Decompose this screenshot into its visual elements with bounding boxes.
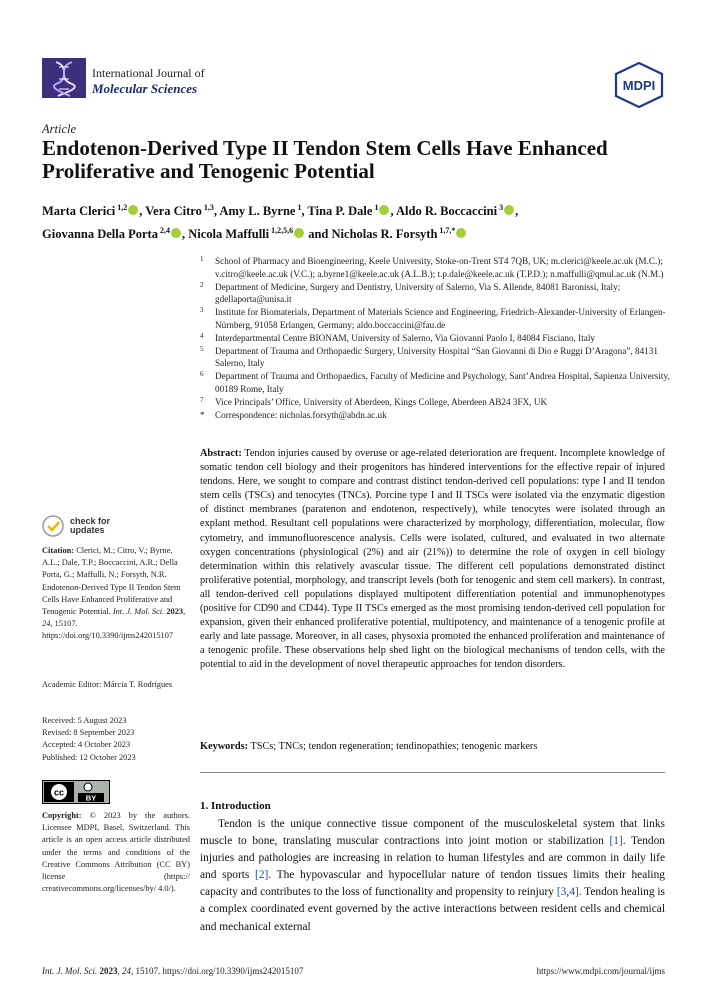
date-revised: Revised: 8 September 2023	[42, 728, 135, 738]
date-published: Published: 12 October 2023	[42, 752, 136, 762]
citation-link-3[interactable]: [3	[556, 886, 567, 899]
author-name: Vera Citro	[145, 204, 202, 219]
affiliation-number: 2	[200, 280, 204, 289]
orcid-icon[interactable]	[128, 205, 138, 215]
affiliation-item	[200, 255, 672, 281]
citation-journal: Int. J. Mol. Sci.	[112, 607, 165, 617]
footer-doi[interactable]: , 15107. https://doi.org/10.3390/ijms242015107	[131, 966, 304, 976]
author-separator: ,	[390, 204, 397, 219]
citation-volume: 24	[42, 619, 51, 629]
keywords-text: TSCs; TNCs; tendon regeneration; tendinopathies; tenogenic markers	[250, 741, 538, 752]
affiliation-item	[200, 345, 672, 371]
author-affiliation-mark: 2,4	[159, 226, 170, 236]
orcid-icon[interactable]	[171, 228, 181, 238]
cc-by-license-icon[interactable]	[42, 780, 110, 804]
journal-name-line1: International Journal of	[92, 66, 205, 80]
orcid-icon[interactable]	[294, 228, 304, 238]
affiliation-number: 3	[200, 306, 204, 315]
keywords-label: Keywords:	[200, 741, 249, 752]
affiliation-item	[200, 370, 672, 396]
check-for-updates-icon	[42, 515, 64, 537]
author-name: Amy L. Byrne	[219, 204, 296, 219]
date-received: Received: 5 August 2023	[42, 716, 127, 725]
affiliation-text: Department of Trauma and Orthopaedic Surgery, University Hospital “San Giovanni di Dio e Ruggi D’Aragona”, 84131 Salerno, Italy	[215, 345, 658, 369]
section-divider	[200, 772, 665, 773]
affiliation-text: School of Pharmacy and Bioengineering, Keele University, Stoke-on-Trent ST4 7QB, UK; m.clerici@keele.ac.uk (M.C.); v.citro@keele.ac.uk (V.C.); a.byrne1@keele.ac.uk (A.L.B.); t.p.dale@keele.ac.uk (T.P.D.); n.maffulli@qmul.ac.uk (N.M.)	[215, 256, 664, 279]
copyright-label: Copyright:	[42, 811, 82, 820]
affiliation-text: Correspondence: nicholas.forsyth@abdn.ac.uk	[215, 409, 387, 420]
journal-name-line2: Molecular Sciences	[92, 81, 198, 96]
author-affiliation-mark: 1,2,5,6	[271, 226, 294, 236]
citation-link-1[interactable]: [1]	[609, 835, 623, 848]
citation-block: Citation: Clerici, M.; Citro, V.; Byrne, A.L.; Dale, T.P.; Boccaccini, A.R.; Della Porta, G.; Maffulli, N.; Forsyth, N.R. Endotenon-Derived Type II Tendon Stem Cells Have Enhanced Proliferative and Tenogenic Potential. Int. J. Mol. Sci. 2023, 24, 15107. https://doi.org/10.3390/ijms242015107	[42, 546, 186, 641]
affiliation-item	[200, 281, 672, 307]
affiliation-number: 5	[200, 344, 204, 353]
author-name: Giovanna Della Porta	[42, 227, 158, 242]
abstract	[200, 447, 665, 673]
affiliation-item	[200, 332, 672, 345]
author-separator: ,	[515, 204, 519, 219]
affiliation-item	[200, 396, 672, 409]
affiliation-text: Vice Principals’ Office, University of Aberdeen, Kings College, Aberdeen AB24 3FX, UK	[215, 396, 548, 407]
check-for-updates-line2: updates	[70, 525, 105, 535]
author-separator: ,	[181, 227, 189, 242]
cc-label: cc	[53, 787, 65, 798]
author-name: Aldo R. Boccaccini	[396, 204, 498, 219]
affiliation-text: Interdepartmental Centre BIONAM, University of Salerno, Via Giovanni Paolo I, 84084 Fisciano, Italy	[215, 332, 595, 343]
check-for-updates-line1: check for	[70, 515, 111, 526]
footer-journal-url[interactable]: https://www.mdpi.com/journal/ijms	[536, 966, 665, 976]
author-affiliation-mark: 1,7,*	[439, 226, 456, 236]
abstract-label: Abstract:	[200, 448, 242, 459]
copyright-text: © 2023 by the authors. Licensee MDPI, Basel, Switzerland. This article is an open access article distributed under the terms and conditions of the Creative Commons Attribution (CC BY) license (https:// creativecommons.org/licenses/by/ 4.0/).	[42, 811, 191, 894]
citation-label: Citation:	[42, 546, 75, 555]
cc-by-label: BY	[85, 793, 97, 803]
author-affiliation-mark: 1	[374, 203, 379, 212]
author-separator: ,	[139, 204, 146, 219]
author-affiliation-mark: 1	[297, 203, 302, 212]
abstract-text: Tendon injuries caused by overuse or age-related deterioration are frequent. Incomplete knowledge of somatic tendon cell biology and their progenitors has hindered interventions for the effective repair of injured tendons. Here, we sought to compare and contrast distinct tendon-derived cell populations: type I and II tendon stem cells (TSCs) and tenocytes (TNCs). Porcine type I and II TSCs were isolated via the enzymatic digestion of distinct membranes (paratenon and endotenon, respectively), while tenocytes were isolated through an explant method. Resultant cell populations were characterized by morphology, differentiation, molecular, flow cytometry, and immunofluorescence analysis. Cells were isolated, cultured, and evaluated in two alternate oxygen concentrations (physiological (2%) and air (21%)) to determine the role of oxygen in cell biology determination within this relatively avascular tissue. The different cell populations demonstrated distinct proliferative potential, morphology, and transcript levels (both for tenogenic and stem cell markers). In contrast, all tendon-derived cell populations displayed multipotent differentiation potential and immunophenotypes (positive for CD90 and CD44). Type II TSCs emerged as the most promising tendon-derived cell population for expansion, given their enhanced proliferative potential, multipotency, and maintenance of a tenogenic profile at early and late passage. Moreover, in all cases, physoxia promoted the enhanced proliferation and maintenance of a tenogenic profile. These observations help shed light on the biological mechanisms of tendon cells, with the potential to aid in the development of novel therapeutic approaches for tendon disorders.	[200, 448, 665, 671]
footer-volume: 24	[122, 966, 131, 976]
affiliation-text: Department of Medicine, Surgery and Dentistry, University of Salerno, Via S. Allende, 84081 Baronissi, Italy; gdellaporta@unisa.it	[215, 281, 621, 305]
footer-citation: Int. J. Mol. Sci. 2023, 24, 15107. https://doi.org/10.3390/ijms242015107	[42, 966, 304, 976]
mdpi-logo-text: MDPI	[622, 78, 656, 93]
author-list	[42, 198, 682, 244]
author-separator: ,	[213, 204, 220, 219]
mdpi-logo-icon[interactable]	[614, 62, 664, 108]
footer-journal: Int. J. Mol. Sci.	[42, 966, 98, 976]
affiliation-number: 6	[200, 370, 204, 379]
dates-block	[42, 715, 190, 764]
author-affiliation-mark: 1,3	[203, 203, 214, 212]
orcid-icon[interactable]	[379, 205, 389, 215]
date-accepted: Accepted: 4 October 2023	[42, 740, 131, 750]
affiliation-number: 4	[200, 331, 204, 340]
author-affiliation-mark: 1,2	[117, 203, 128, 212]
author-name: Tina P. Dale	[307, 204, 373, 219]
author-separator: ,	[301, 204, 308, 219]
article-title: Endotenon-Derived Type II Tendon Stem Cells Have Enhanced Proliferative and Tenogenic Potential	[42, 136, 608, 183]
academic-editor: Academic Editor: Márcia T. Rodrigues	[42, 680, 173, 689]
orcid-icon[interactable]	[456, 228, 466, 238]
journal-logo-icon	[42, 58, 86, 98]
copyright-block	[42, 810, 190, 895]
affiliation-text: Department of Trauma and Orthopaedics, Faculty of Medicine and Psychology, Sant’Andrea Hospital, Sapienza University, 00189 Rome, Italy	[215, 371, 670, 394]
affiliation-list	[200, 255, 672, 421]
affiliation-item	[200, 409, 672, 422]
citation-doi[interactable]: , 15107. https://doi.org/10.3390/ijms242015107	[42, 619, 174, 641]
author-name: Nicholas R. Forsyth	[331, 227, 438, 242]
affiliation-text: Institute for Biomaterials, Department of Materials Science and Engineering, Friedrich-Alexander-University of Erlangen-Nürnberg, 91058 Erlangen, Germany; aldo.boccaccini@fau.de	[215, 307, 666, 330]
journal-name	[92, 66, 205, 96]
affiliation-number: *	[200, 409, 205, 420]
author-separator: and	[305, 227, 332, 242]
check-for-updates-badge[interactable]	[42, 515, 110, 537]
citation-link-4[interactable]: 4]	[569, 886, 579, 899]
citation-year: 2023	[166, 607, 184, 617]
affiliation-item	[200, 306, 672, 332]
orcid-icon[interactable]	[504, 205, 514, 215]
author-affiliation-mark: 3	[499, 203, 504, 212]
introduction-paragraph: Tendon is the unique connective tissue component of the musculoskeletal system that links muscle to bone, translating muscular contractions into joint motion or stabilization [1]. Tendon injuries and pathologies are increasing in relation to human lifestyles and are common in daily life and sports [2]. The hypovascular and hypocellular nature of tendon tissues limits their healing capacity and contributes to the loss of functionality and propensity to reinjury [3,4]. Tendon healing is a complex coordinated event governed by the active interactions between resident cells and chemical and mechanical external	[200, 818, 665, 933]
keywords	[200, 741, 670, 752]
affiliation-number: 1	[200, 255, 204, 263]
affiliation-number: 7	[200, 395, 204, 404]
citation-link-2[interactable]: [2]	[255, 869, 269, 882]
article-type: Article	[42, 122, 77, 136]
author-name: Nicola Maffulli	[188, 227, 270, 242]
author-name: Marta Clerici	[42, 204, 116, 219]
section-heading: 1. Introduction	[200, 800, 271, 812]
citation-text: Clerici, M.; Citro, V.; Byrne, A.L.; Dale, T.P.; Boccaccini, A.R.; Della Porta, G.; Maffulli, N.; Forsyth, N.R. Endotenon-Derived Type II Tendon Stem Cells Have Enhanced Proliferative and Tenogenic Potential.	[42, 546, 181, 617]
footer-year: 2023	[99, 966, 118, 976]
